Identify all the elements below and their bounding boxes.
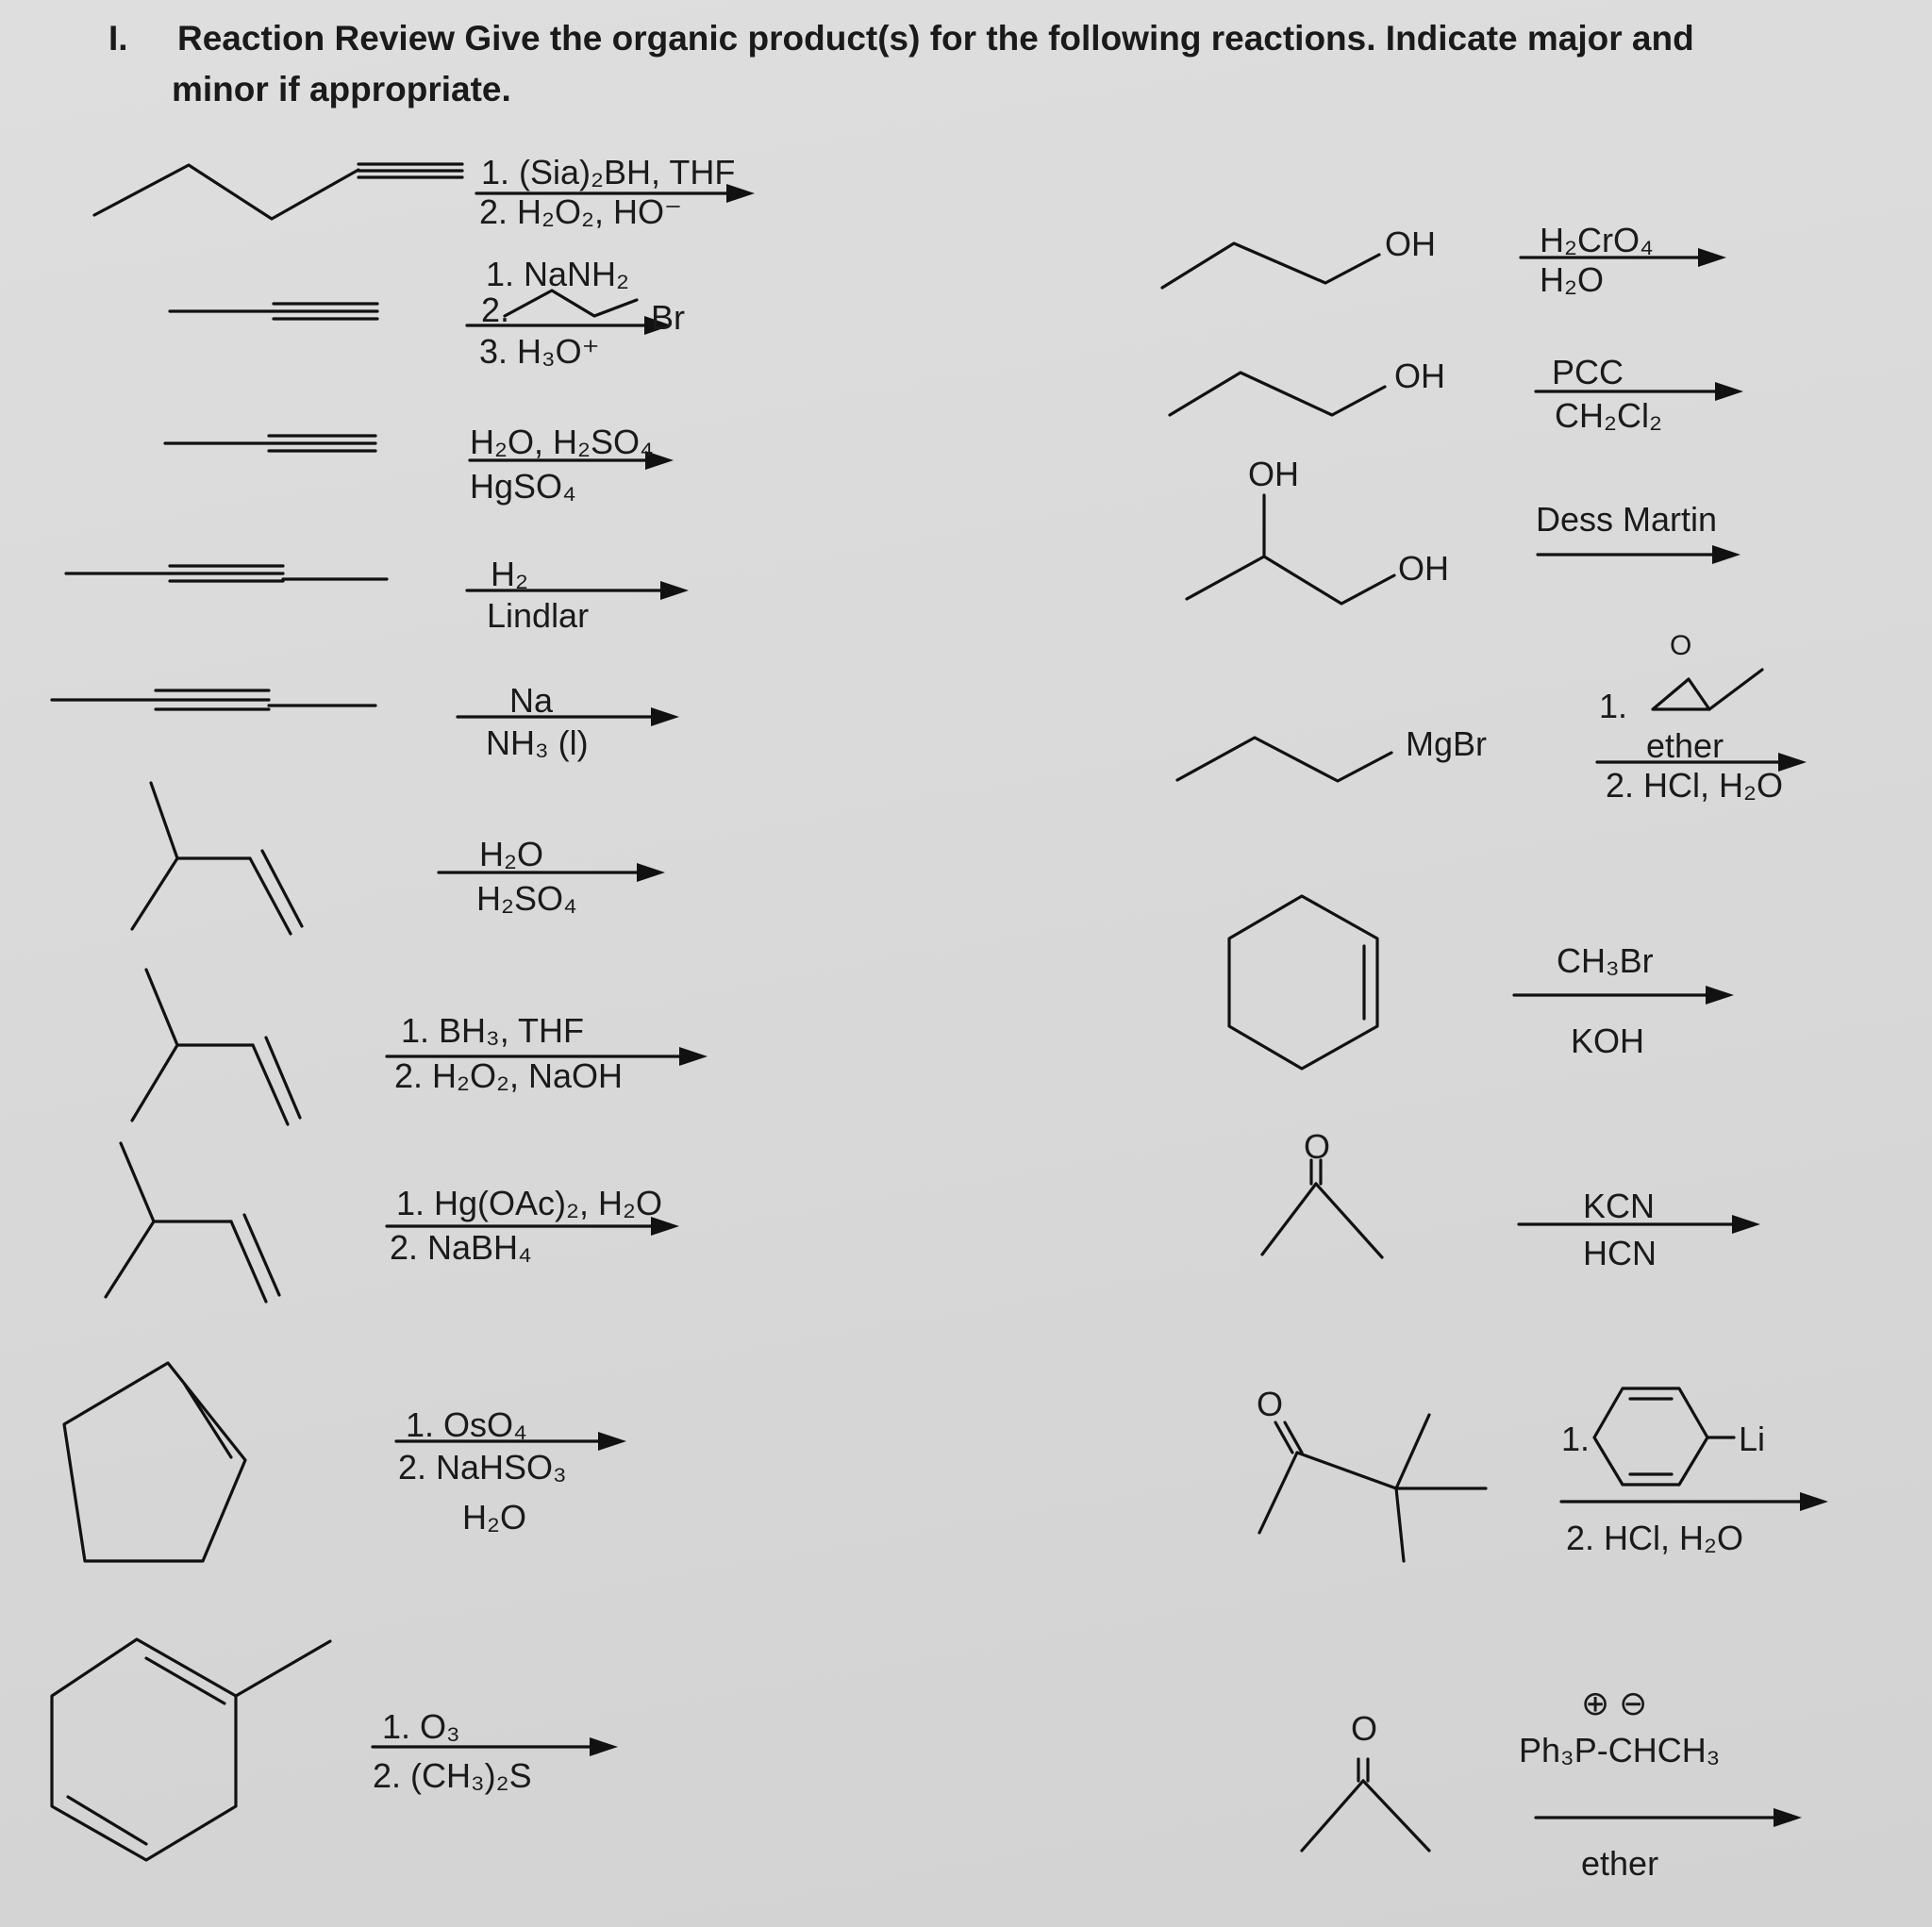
r9-line3: H₂O	[462, 1498, 526, 1537]
reactant-8	[106, 1143, 279, 1302]
s7-li: Li	[1739, 1420, 1766, 1458]
acetone-2	[1302, 1759, 1429, 1851]
s3-oh-right: OH	[1398, 549, 1449, 588]
s3-oh-top: OH	[1248, 455, 1299, 493]
r8-line2: 2. NaBH₄	[390, 1228, 532, 1267]
reactant-7	[132, 970, 300, 1124]
r3-line1: H₂O, H₂SO₄	[470, 423, 654, 461]
r9-line2: 2. NaHSO₃	[398, 1448, 567, 1487]
acetone-1	[1262, 1160, 1382, 1257]
r4-line1: H₂	[491, 555, 528, 593]
s8-line1: Ph₃P-CHCH₃	[1519, 1731, 1721, 1769]
cyclohexene	[1229, 896, 1377, 1069]
propanediol	[1187, 495, 1394, 604]
s6-line1: KCN	[1583, 1187, 1656, 1225]
s1-line1: H₂CrO₄	[1540, 221, 1654, 259]
pinacolone	[1259, 1415, 1486, 1561]
arrow-s8	[1536, 1808, 1802, 1827]
s4-epoxide-o: O	[1670, 630, 1692, 661]
r4-line2: Lindlar	[487, 596, 590, 635]
s4-mgbr: MgBr	[1406, 724, 1488, 763]
s8-charges: ⊕ ⊖	[1581, 1684, 1648, 1722]
s8-carbonyl-o: O	[1351, 1709, 1378, 1748]
s7-carbonyl-o: O	[1257, 1385, 1284, 1423]
r2-line1: 1. NaNH₂	[486, 255, 630, 293]
s4-line2: ether	[1646, 726, 1724, 765]
s2-line1: PCC	[1552, 353, 1624, 391]
r6-line2: H₂SO₄	[476, 879, 577, 918]
r10-line2: 2. (CH₃)₂S	[373, 1756, 532, 1795]
arrow-s7	[1561, 1492, 1828, 1511]
reactant-3	[165, 436, 375, 451]
s7-line2: 2. HCl, H₂O	[1566, 1519, 1743, 1557]
r3-line2: HgSO₄	[470, 467, 576, 506]
r2-bromide: Br	[651, 298, 685, 337]
instructions-line-1: Reaction Review Give the organic product(s) for the following reactions. Indicate major and	[177, 19, 1694, 58]
s5-line2: KOH	[1571, 1022, 1645, 1060]
r5-line2: NH₃ (l)	[486, 723, 589, 762]
r7-line1: 1. BH₃, THF	[401, 1011, 585, 1050]
reactant-6	[132, 783, 302, 934]
reactant-2	[170, 304, 377, 319]
s1-oh: OH	[1385, 224, 1436, 263]
propanol-2	[1170, 373, 1385, 415]
epoxide	[1653, 670, 1762, 709]
s7-step1: 1.	[1561, 1420, 1591, 1458]
r10-line1: 1. O₃	[382, 1707, 460, 1746]
r1-line2: 2. H₂O₂, HO⁻	[479, 192, 682, 231]
s5-line1: CH₃Br	[1557, 941, 1654, 980]
r2-line2: 2.	[481, 291, 510, 329]
r1-line1: 1. (Sia)₂BH, THF	[481, 153, 736, 191]
s4-line3: 2. HCl, H₂O	[1606, 766, 1783, 805]
propanol-1	[1162, 243, 1379, 288]
s1-line2: H₂O	[1540, 260, 1604, 299]
s3-line1: Dess Martin	[1536, 500, 1718, 539]
section-number: I.	[108, 19, 128, 58]
phenyllithium-ring	[1594, 1388, 1734, 1485]
r5-line1: Na	[509, 681, 554, 720]
s2-oh: OH	[1394, 357, 1445, 395]
arrow-s3	[1538, 545, 1740, 564]
s8-line2: ether	[1581, 1844, 1659, 1883]
reactant-5	[52, 690, 375, 709]
r9-line1: 1. OsO₄	[406, 1405, 527, 1444]
s4-step1: 1.	[1599, 687, 1628, 725]
bromide-chain	[505, 291, 637, 316]
r2-line3: 3. H₃O⁺	[479, 332, 600, 371]
s6-carbonyl-o: O	[1304, 1127, 1331, 1166]
methylcyclohexene	[52, 1639, 330, 1860]
propyl-grignard	[1177, 738, 1391, 781]
reactant-1	[94, 164, 462, 219]
r8-line1: 1. Hg(OAc)₂, H₂O	[396, 1184, 662, 1222]
reactant-4	[66, 566, 387, 581]
s2-line2: CH₂Cl₂	[1555, 396, 1662, 435]
arrow-s5	[1514, 986, 1734, 1005]
r6-line1: H₂O	[479, 835, 543, 873]
cyclopentene	[64, 1363, 245, 1561]
r7-line2: 2. H₂O₂, NaOH	[394, 1056, 623, 1095]
s6-line2: HCN	[1583, 1234, 1657, 1272]
instructions-line-2: minor if appropriate.	[172, 70, 511, 108]
